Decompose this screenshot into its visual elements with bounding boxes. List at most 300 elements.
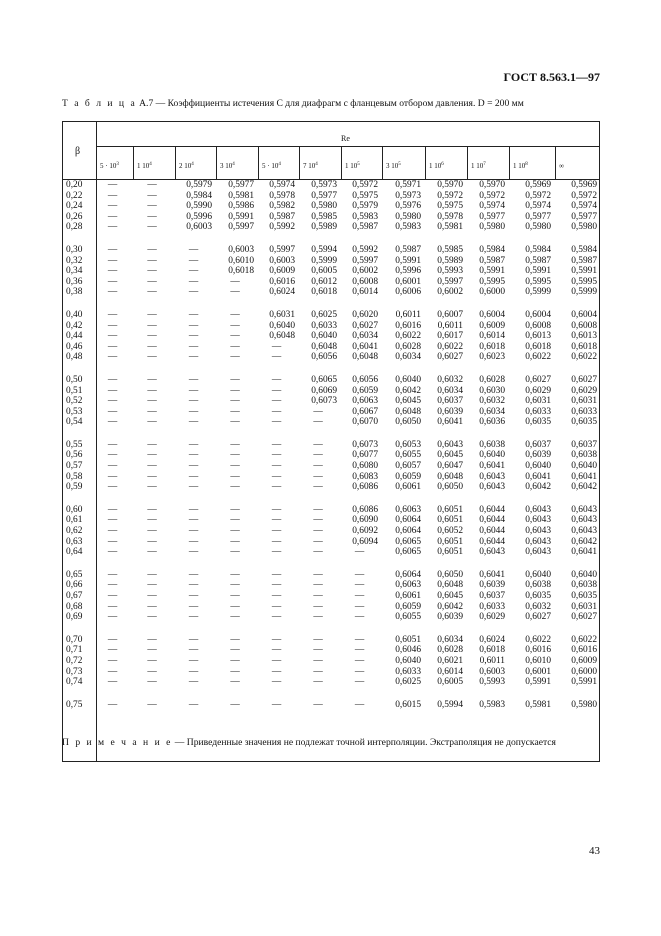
- coefficient-value: 0,6022: [571, 352, 597, 363]
- coefficient-value: 0,6039: [525, 450, 551, 461]
- coefficient-value: 0,6016: [269, 276, 295, 287]
- coefficient-value: —: [188, 244, 199, 255]
- coefficient-value: 0,6044: [479, 526, 505, 537]
- coefficient-value: —: [147, 309, 157, 320]
- coefficient-value: 0,6000: [479, 287, 505, 298]
- row-group: [258, 180, 295, 233]
- coefficient-value: —: [107, 634, 118, 645]
- coefficient-value: 0,5991: [571, 266, 597, 277]
- coefficient-value: —: [230, 536, 240, 547]
- coefficient-value: 0,6051: [437, 536, 463, 547]
- coefficient-value: 0,5980: [571, 699, 597, 710]
- row-group: [382, 700, 421, 711]
- coefficient-value: —: [230, 352, 240, 363]
- coefficient-value: 0,6009: [269, 266, 295, 277]
- coefficient-value: 0,6043: [479, 547, 505, 558]
- coefficient-value: —: [107, 482, 118, 493]
- coefficient-value: —: [107, 180, 118, 190]
- coefficient-value: —: [271, 580, 282, 591]
- coefficient-value: 0,5997: [352, 255, 378, 266]
- coefficient-value: 0,6042: [395, 385, 421, 396]
- coefficient-value: —: [147, 547, 157, 558]
- rule-re-subheader: [96, 146, 599, 147]
- coefficient-value: 0,6064: [395, 569, 421, 580]
- coefficient-value: —: [271, 439, 282, 450]
- row-group: [216, 245, 254, 298]
- coefficient-value: 0,6041: [525, 471, 551, 482]
- coefficient-value: —: [230, 396, 240, 407]
- coefficient-value: —: [230, 471, 240, 482]
- coefficient-value: —: [188, 450, 199, 461]
- row-group: [555, 700, 597, 711]
- row-group: [96, 245, 129, 298]
- beta-value: 0,71: [66, 645, 83, 656]
- coefficient-value: —: [188, 374, 199, 385]
- coefficient-value: 0,5985: [311, 211, 337, 222]
- coefficient-value: 0,6042: [525, 482, 551, 493]
- coefficient-value: 0,6033: [395, 666, 421, 677]
- coefficient-value: —: [188, 439, 199, 450]
- coefficient-value: —: [147, 374, 157, 385]
- coefficient-value: 0,6041: [352, 341, 378, 352]
- caption-text: А.7 — Коэффициенты истечения C для диафрагм с фланцевым отбором давления. D = 200 мм: [136, 98, 524, 109]
- coefficient-value: —: [188, 666, 199, 677]
- coefficient-value: —: [188, 699, 199, 710]
- coefficient-value: 0,5980: [311, 201, 337, 212]
- beta-value: 0,44: [66, 331, 83, 342]
- coefficient-value: —: [188, 482, 199, 493]
- coefficient-value: 0,6016: [571, 645, 597, 656]
- coefficient-value: 0,5997: [269, 244, 295, 255]
- coefficient-value: —: [188, 461, 199, 472]
- coefficient-value: 0,6041: [479, 569, 505, 580]
- row-group: [509, 180, 551, 233]
- row-group: [133, 180, 171, 233]
- coefficient-value: —: [107, 255, 118, 266]
- coefficient-value: —: [188, 580, 199, 591]
- row-group: [299, 310, 337, 363]
- coefficient-value: —: [354, 634, 365, 645]
- beta-value: 0,72: [66, 655, 83, 666]
- coefficient-value: 0,5999: [571, 287, 597, 298]
- coefficient-value: —: [147, 504, 157, 515]
- coefficient-value: 0,6011: [479, 655, 505, 666]
- beta-value: 0,55: [66, 439, 83, 450]
- coefficient-value: 0,5972: [437, 190, 463, 201]
- coefficient-value: 0,6040: [525, 569, 551, 580]
- coefficient-value: —: [107, 211, 118, 222]
- beta-value: 0,22: [66, 190, 83, 201]
- row-group: [66, 635, 93, 688]
- coefficient-value: —: [313, 591, 323, 601]
- coefficient-value: 0,6011: [437, 320, 463, 331]
- beta-value: 0,34: [66, 266, 83, 277]
- coefficient-value: —: [147, 471, 157, 482]
- coefficient-value: —: [313, 677, 323, 688]
- beta-value: 0,74: [66, 677, 83, 688]
- table-note: [62, 736, 600, 749]
- coefficient-value: —: [147, 461, 157, 472]
- coefficient-value: 0,5984: [479, 244, 505, 255]
- coefficient-value: 0,6030: [479, 385, 505, 396]
- row-group: [175, 635, 212, 688]
- coefficient-value: —: [230, 406, 240, 417]
- coefficient-value: —: [354, 677, 365, 688]
- coefficient-value: 0,6059: [352, 385, 378, 396]
- beta-column: [66, 180, 93, 722]
- coefficient-value: —: [313, 580, 323, 591]
- row-group: [133, 310, 171, 363]
- coefficient-value: 0,5977: [525, 211, 551, 222]
- row-group: [66, 505, 93, 558]
- coefficient-value: 0,6063: [352, 396, 378, 407]
- coefficient-value: —: [271, 374, 282, 385]
- coefficient-value: 0,5999: [525, 287, 551, 298]
- coefficient-value: 0,6025: [311, 309, 337, 320]
- row-group: [467, 570, 505, 623]
- row-group: [509, 310, 551, 363]
- coefficient-value: 0,5973: [311, 180, 337, 190]
- coefficient-value: 0,5992: [269, 222, 295, 233]
- re-value-column: [509, 180, 551, 722]
- row-group: [341, 700, 378, 711]
- coefficient-value: —: [313, 406, 323, 417]
- coefficient-value: —: [313, 601, 323, 612]
- coefficient-value: 0,5991: [525, 266, 551, 277]
- coefficient-value: —: [271, 591, 282, 601]
- coefficient-value: 0,5987: [269, 211, 295, 222]
- coefficient-value: —: [188, 320, 199, 331]
- row-group: [299, 245, 337, 298]
- coefficient-value: 0,6027: [571, 374, 597, 385]
- coefficient-value: —: [107, 677, 118, 688]
- coefficient-value: —: [188, 287, 199, 298]
- coefficient-value: 0,6008: [525, 320, 551, 331]
- coefficient-value: —: [271, 699, 282, 710]
- row-group: [467, 180, 505, 233]
- row-group: [133, 375, 171, 428]
- row-group: [133, 245, 171, 298]
- coefficient-value: 0,6031: [571, 601, 597, 612]
- row-group: [509, 700, 551, 711]
- row-group: [555, 440, 597, 493]
- beta-value: 0,75: [66, 699, 83, 710]
- coefficient-value: 0,6013: [571, 331, 597, 342]
- coefficient-value: 0,5978: [269, 190, 295, 201]
- coefficient-value: —: [271, 417, 282, 428]
- coefficient-value: —: [147, 276, 157, 287]
- row-group: [382, 635, 421, 688]
- coefficient-value: —: [230, 699, 240, 710]
- beta-value: 0,64: [66, 547, 83, 558]
- re-column-exponent: 4: [278, 162, 281, 167]
- coefficient-value: —: [230, 385, 240, 396]
- rule-column: [258, 146, 259, 179]
- coefficient-value: —: [271, 677, 282, 688]
- coefficient-value: —: [147, 417, 157, 428]
- coefficient-value: —: [147, 244, 157, 255]
- re-value-column: [555, 180, 597, 722]
- rule-column: [425, 146, 426, 179]
- coefficient-value: 0,5991: [571, 677, 597, 688]
- coefficient-value: —: [313, 699, 323, 710]
- coefficient-value: —: [313, 645, 323, 656]
- coefficient-value: 0,6003: [479, 666, 505, 677]
- row-group: [175, 375, 212, 428]
- row-group: [216, 375, 254, 428]
- coefficient-value: 0,6031: [571, 396, 597, 407]
- row-group: [425, 180, 463, 233]
- coefficient-value: 0,5974: [479, 201, 505, 212]
- coefficient-value: 0,5979: [352, 201, 378, 212]
- coefficient-value: 0,6018: [525, 341, 551, 352]
- coefficient-value: —: [230, 341, 240, 352]
- rule-column: [175, 146, 176, 179]
- coefficient-value: —: [188, 645, 199, 656]
- coefficient-value: 0,6052: [437, 526, 463, 537]
- re-column-mantissa: 3 10: [220, 162, 233, 170]
- coefficient-value: —: [354, 601, 365, 612]
- row-group: [96, 700, 129, 711]
- coefficient-value: 0,6086: [352, 482, 378, 493]
- coefficient-value: 0,6016: [525, 645, 551, 656]
- coefficient-value: —: [230, 482, 240, 493]
- row-group: [175, 505, 212, 558]
- coefficient-value: 0,5981: [437, 222, 463, 233]
- coefficient-value: 0,6048: [437, 471, 463, 482]
- coefficient-value: 0,6040: [269, 320, 295, 331]
- rule-column: [216, 146, 217, 179]
- row-group: [425, 570, 463, 623]
- coefficient-value: —: [107, 666, 118, 677]
- coefficient-value: —: [230, 504, 240, 515]
- coefficient-value: 0,6038: [571, 450, 597, 461]
- coefficient-value: —: [147, 569, 157, 580]
- coefficient-value: —: [188, 352, 199, 363]
- row-group: [555, 635, 597, 688]
- coefficient-value: 0,6045: [437, 591, 463, 601]
- beta-value: 0,50: [66, 374, 83, 385]
- coefficient-value: 0,6055: [395, 450, 421, 461]
- coefficient-value: 0,6031: [269, 309, 295, 320]
- coefficient-value: —: [107, 417, 118, 428]
- coefficient-value: —: [188, 309, 199, 320]
- row-group: [509, 505, 551, 558]
- re-column-mantissa: 7 10: [303, 162, 316, 170]
- coefficient-value: —: [271, 612, 282, 623]
- coefficient-value: —: [147, 180, 157, 190]
- coefficient-value: 0,6047: [437, 461, 463, 472]
- row-group: [133, 505, 171, 558]
- coefficient-value: 0,5976: [395, 201, 421, 212]
- row-group: [175, 245, 212, 298]
- row-group: [509, 440, 551, 493]
- row-group: [96, 180, 129, 233]
- beta-value: 0,42: [66, 320, 83, 331]
- coefficient-value: 0,6004: [571, 309, 597, 320]
- coefficient-value: —: [313, 417, 323, 428]
- coefficient-value: —: [230, 601, 240, 612]
- coefficient-value: 0,6048: [437, 580, 463, 591]
- coefficient-value: 0,6037: [571, 439, 597, 450]
- re-value-column: [467, 180, 505, 722]
- coefficient-value: —: [147, 201, 157, 212]
- row-group: [216, 180, 254, 233]
- re-column-mantissa: 5 · 10: [262, 162, 279, 170]
- row-group: [467, 245, 505, 298]
- row-group: [258, 440, 295, 493]
- coefficient-value: —: [107, 190, 118, 201]
- row-group: [66, 375, 93, 428]
- coefficient-value: 0,6032: [479, 396, 505, 407]
- row-group: [425, 245, 463, 298]
- coefficient-value: 0,5978: [437, 211, 463, 222]
- row-group: [341, 635, 378, 688]
- coefficient-value: 0,6004: [479, 309, 505, 320]
- row-group: [66, 440, 93, 493]
- coefficient-value: —: [230, 580, 240, 591]
- row-group: [555, 570, 597, 623]
- coefficient-value: —: [188, 515, 199, 526]
- coefficient-value: 0,6040: [525, 461, 551, 472]
- coefficient-value: 0,6061: [395, 482, 421, 493]
- coefficient-value: 0,6000: [571, 666, 597, 677]
- re-value-column: [96, 180, 129, 722]
- coefficient-value: 0,6042: [571, 482, 597, 493]
- coefficient-value: 0,6045: [437, 450, 463, 461]
- coefficient-value: 0,6022: [437, 341, 463, 352]
- row-group: [555, 180, 597, 233]
- coefficient-value: —: [107, 515, 118, 526]
- beta-value: 0,48: [66, 352, 83, 363]
- row-group: [341, 180, 378, 233]
- coefficient-value: —: [107, 591, 118, 601]
- coefficient-value: 0,5991: [479, 266, 505, 277]
- coefficient-value: —: [147, 266, 157, 277]
- coefficient-value: 0,6020: [352, 309, 378, 320]
- beta-value: 0,61: [66, 515, 83, 526]
- coefficient-value: —: [147, 482, 157, 493]
- re-column-exponent: 6: [441, 162, 444, 167]
- coefficient-value: 0,6043: [571, 526, 597, 537]
- coefficient-value: 0,5996: [186, 211, 212, 222]
- coefficient-value: —: [354, 699, 365, 710]
- coefficient-value: 0,5984: [186, 190, 212, 201]
- coefficient-value: 0,6043: [525, 504, 551, 515]
- row-group: [299, 700, 337, 711]
- coefficient-value: 0,5977: [571, 211, 597, 222]
- row-group: [133, 635, 171, 688]
- coefficient-value: 0,6090: [352, 515, 378, 526]
- coefficient-value: 0,6043: [525, 515, 551, 526]
- coefficient-value: 0,6043: [479, 471, 505, 482]
- row-group: [66, 700, 93, 711]
- coefficient-value: 0,6018: [311, 287, 337, 298]
- row-group: [96, 505, 129, 558]
- coefficient-value: —: [354, 547, 365, 558]
- coefficient-value: —: [271, 569, 282, 580]
- coefficient-value: —: [271, 461, 282, 472]
- row-group: [555, 245, 597, 298]
- coefficient-value: 0,6063: [395, 504, 421, 515]
- re-column-mantissa: 1 10: [345, 162, 358, 170]
- coefficient-value: —: [147, 591, 157, 601]
- coefficient-value: 0,5982: [269, 201, 295, 212]
- coefficient-value: 0,6027: [525, 374, 551, 385]
- row-group: [66, 570, 93, 623]
- coefficient-value: 0,6018: [571, 341, 597, 352]
- coefficient-value: —: [188, 266, 199, 277]
- coefficient-value: —: [188, 255, 199, 266]
- coefficient-value: —: [354, 612, 365, 623]
- page-number: 43: [589, 845, 600, 857]
- row-group: [509, 570, 551, 623]
- beta-value: 0,59: [66, 482, 83, 493]
- coefficient-value: —: [107, 699, 118, 710]
- coefficient-value: 0,6045: [395, 396, 421, 407]
- re-column-header: [559, 162, 564, 170]
- coefficient-value: 0,6003: [228, 244, 254, 255]
- coefficient-value: —: [147, 222, 157, 233]
- coefficient-value: 0,6042: [571, 536, 597, 547]
- coefficient-value: 0,5980: [571, 222, 597, 233]
- coefficient-value: —: [188, 591, 199, 601]
- coefficient-value: 0,5983: [395, 222, 421, 233]
- coefficient-value: —: [107, 244, 118, 255]
- coefficient-value: 0,5975: [352, 190, 378, 201]
- coefficient-value: —: [107, 266, 118, 277]
- re-column-exponent: 3: [116, 162, 119, 167]
- coefficient-value: 0,6029: [571, 385, 597, 396]
- coefficient-value: —: [230, 374, 240, 385]
- coefficient-value: 0,5993: [437, 266, 463, 277]
- coefficient-value: —: [313, 450, 323, 461]
- beta-value: 0,24: [66, 201, 83, 212]
- coefficient-value: 0,6022: [525, 352, 551, 363]
- coefficient-value: —: [230, 276, 240, 287]
- coefficient-value: 0,5972: [525, 190, 551, 201]
- coefficient-value: —: [271, 634, 282, 645]
- coefficient-value: —: [107, 526, 118, 537]
- coefficient-value: —: [188, 396, 199, 407]
- coefficient-value: 0,5974: [525, 201, 551, 212]
- coefficient-value: —: [147, 331, 157, 342]
- re-column-exponent: 4: [149, 162, 152, 167]
- coefficient-value: 0,6006: [395, 287, 421, 298]
- rule-column: [382, 146, 383, 179]
- coefficient-value: —: [188, 504, 199, 515]
- coefficient-value: 0,6022: [525, 634, 551, 645]
- re-value-column: [258, 180, 295, 722]
- coefficient-value: 0,5977: [311, 190, 337, 201]
- re-value-column: [175, 180, 212, 722]
- coefficient-value: 0,6016: [395, 320, 421, 331]
- beta-value: 0,40: [66, 309, 83, 320]
- rule-column: [299, 146, 300, 179]
- coefficient-value: 0,6013: [525, 331, 551, 342]
- coefficient-value: 0,6057: [395, 461, 421, 472]
- coefficient-value: —: [107, 547, 118, 558]
- coefficient-value: —: [147, 666, 157, 677]
- coefficient-value: 0,6077: [352, 450, 378, 461]
- row-group: [382, 440, 421, 493]
- coefficient-value: 0,6014: [479, 331, 505, 342]
- coefficient-value: —: [147, 655, 157, 666]
- row-group: [555, 505, 597, 558]
- coefficient-value: 0,6027: [571, 612, 597, 623]
- coefficient-value: 0,6017: [437, 331, 463, 342]
- coefficient-value: —: [188, 536, 199, 547]
